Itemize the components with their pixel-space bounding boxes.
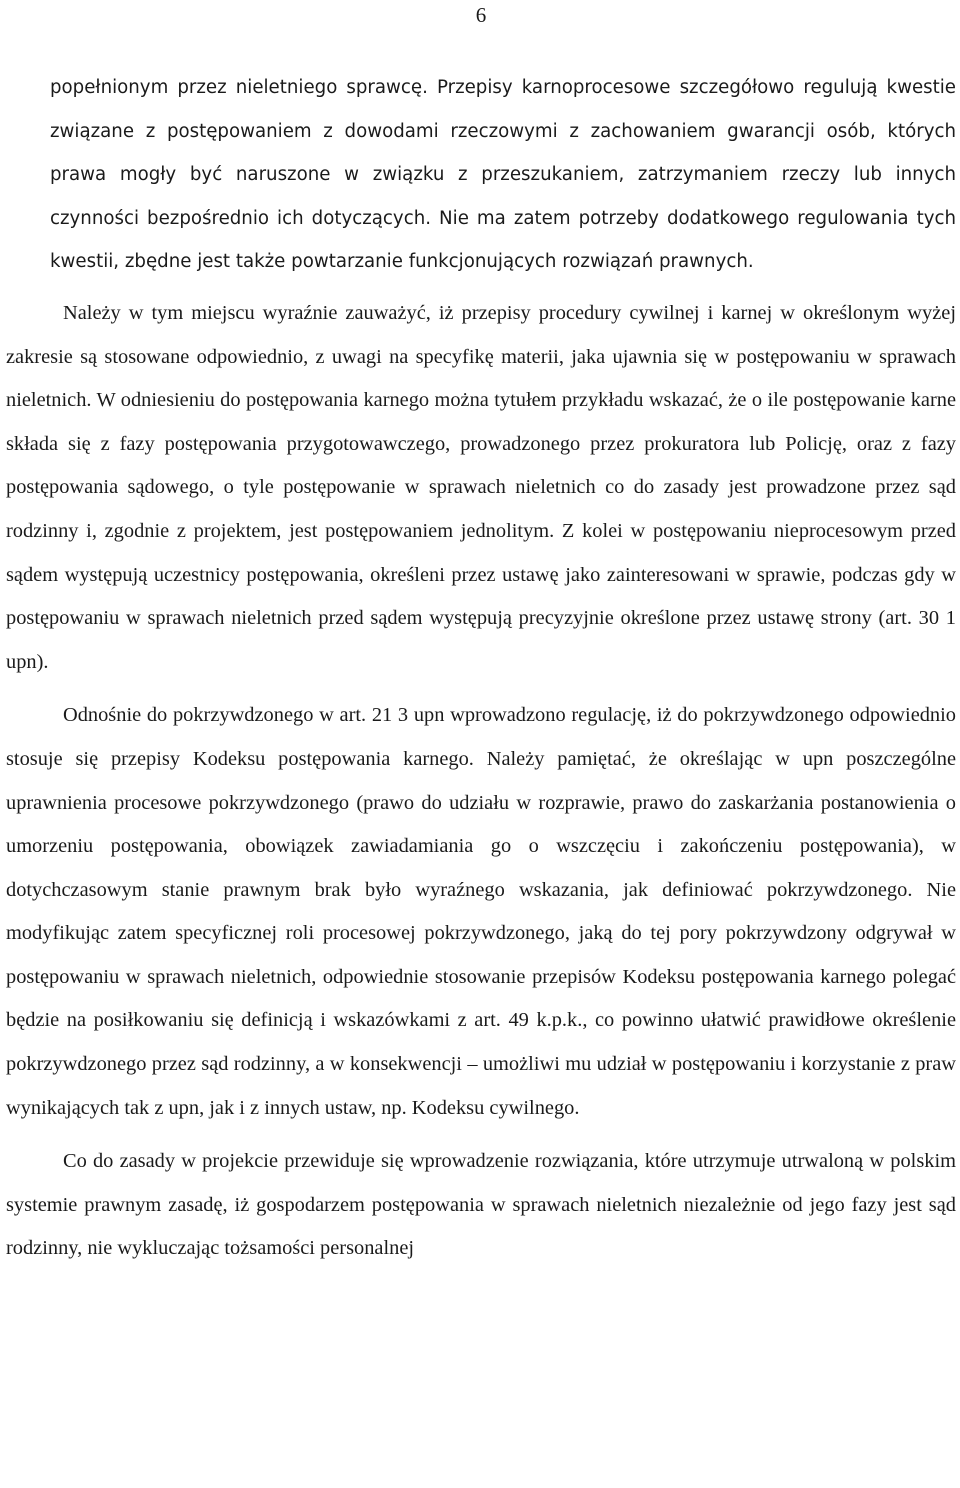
- paragraph: Odnośnie do pokrzywdzonego w art. 21 3 upn wprowadzono regulację, iż do pokrzywdzonego odpowiednio stosuje się przepisy Kodeksu postępowania karnego. Należy pamiętać, że określając w upn poszczególne uprawnienia procesowe pokrzywdzonego (prawo do udziału w rozprawie, prawo do zaskarżania postanowienia o umorzeniu postępowania, obowiązek zawiadamiania go o wszczęciu i zakończeniu postępowania), w dotychczasowym stanie prawnym brak było wyraźnego wskazania, jak definiować pokrzywdzonego. Nie modyfikując zatem specyficznej roli procesowej pokrzywdzonego, jaką do tej pory pokrzywdzony odgrywał w postępowaniu w sprawach nieletnich, odpowiednie stosowanie przepisów Kodeksu postępowania karnego polegać będzie na posiłkowaniu się definicją i wskazówkami z art. 49 k.p.k., co powinno ułatwić prawidłowe określenie pokrzywdzonego przez sąd rodzinny, a w konsekwencji – umożliwi mu udział w postępowaniu i korzystanie z praw wynikających tak z upn, jak i z innych ustaw, np. Kodeksu cywilnego.: [6, 704, 956, 1119]
- document-body: [6, 66, 956, 1271]
- page-number: 6: [475, 3, 487, 27]
- paragraph: Należy w tym miejscu wyraźnie zauważyć, iż przepisy procedury cywilnej i karnej w określonym wyżej zakresie są stosowane odpowiednio, z uwagi na specyfikę materii, jaka ujawnia się w postępowaniu w sprawach nieletnich. W odniesieniu do postępowania karnego można tytułem przykładu wskazać, że o ile postępowanie karne składa się z fazy postępowania przygotowawczego, prowadzonego przez prokuratora lub Policję, oraz z fazy postępowania sądowego, o tyle postępowanie w sprawach nieletnich co do zasady jest prowadzone przez sąd rodzinny i, zgodnie z projektem, jest postępowaniem jednolitym. Z kolei w postępowaniu nieprocesowym przed sądem występują uczestnicy postępowania, określeni przez ustawę jako zainteresowani w sprawie, podczas gdy w postępowaniu w sprawach nieletnich przed sądem występują precyzyjnie określone przez ustawę strony (art. 30 1 upn).: [6, 301, 956, 673]
- paragraph: Co do zasady w projekcie przewiduje się wprowadzenie rozwiązania, które utrzymuje utrwaloną w polskim systemie prawnym zasadę, iż gospodarzem postępowania w sprawach nieletnich niezależnie od jego fazy jest sąd rodzinny, nie wykluczając tożsamości personalnej: [6, 1150, 956, 1260]
- paragraph-continuation: popełnionym przez nieletniego sprawcę. Przepisy karnoprocesowe szczegółowo regulują kwestie związane z postępowaniem z dowodami rzeczowymi z zachowaniem gwarancji osób, których prawa mogły być naruszone w związku z przeszukaniem, zatrzymaniem rzeczy lub innych czynności bezpośrednio ich dotyczących. Nie ma zatem potrzeby dodatkowego regulowania tych kwestii, zbędne jest także powtarzanie funkcjonujących rozwiązań prawnych.: [50, 77, 956, 273]
